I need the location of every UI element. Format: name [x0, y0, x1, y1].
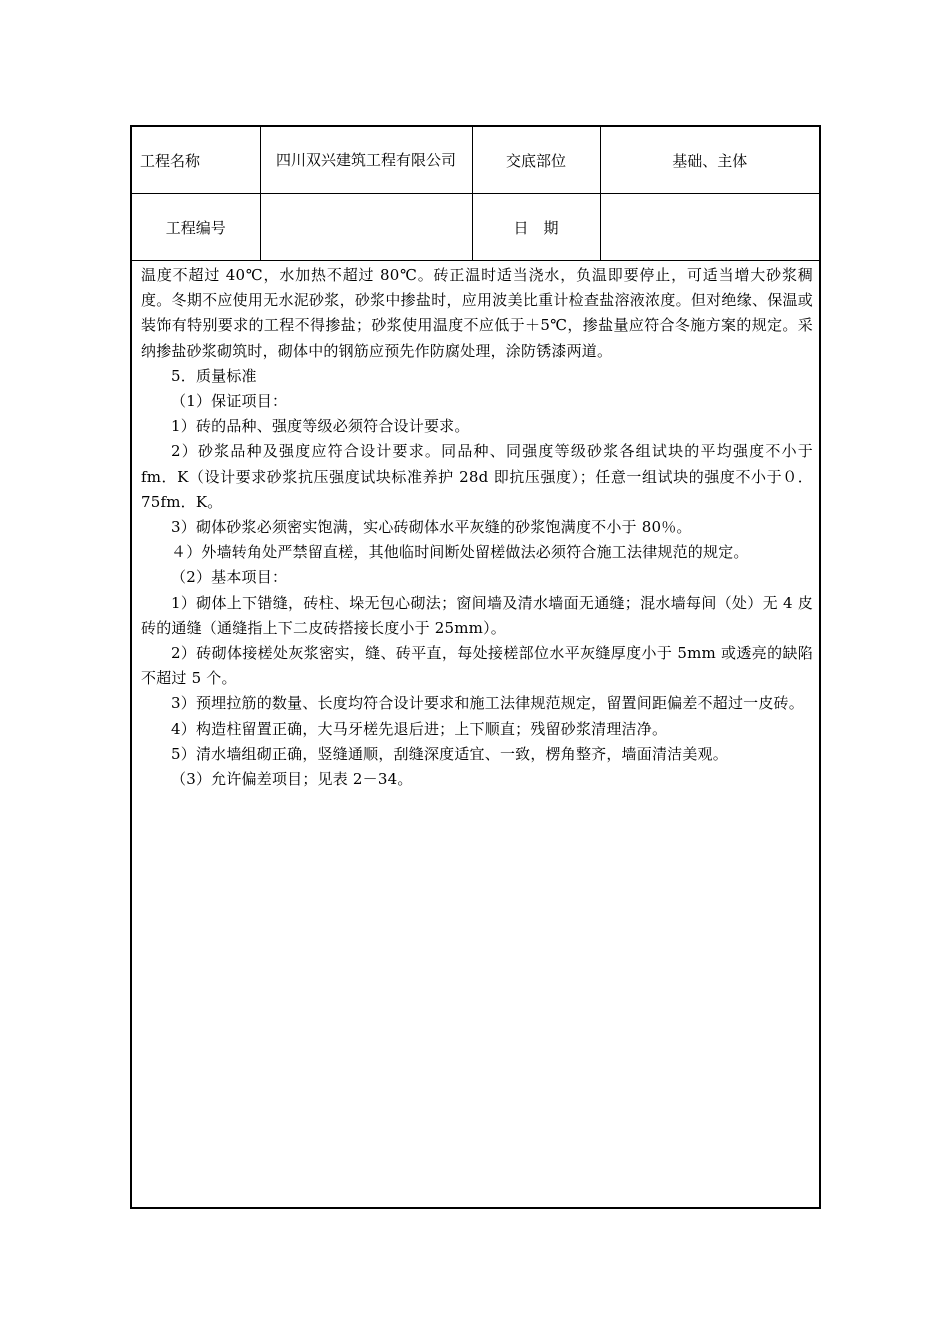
part-label: 交底部位 [472, 127, 600, 194]
list-item: 4）构造柱留置正确，大马牙槎先退后进；上下顺直；残留砂浆清理洁净。 [171, 719, 668, 738]
part-value: 基础、主体 [600, 127, 819, 194]
date-label: 日 期 [472, 194, 600, 261]
header-table [132, 127, 819, 261]
subsection-heading: （2）基本项目： [171, 568, 288, 587]
list-item: 2）砂浆品种及强度应符合设计要求。同品种、同强度等级砂浆各组试块的平均强度不小于 fm．K（设计要求砂浆抗压强度试块标准养护 28d 即抗压强度）；任意一组试块的强度不小于０．75fm．K。 [141, 442, 813, 511]
project-name-label: 工程名称 [132, 127, 260, 194]
list-item: 3）砌体砂浆必须密实饱满，实心砖砌体水平灰缝的砂浆饱满度不小于 80％。 [171, 518, 692, 537]
project-no-value [260, 194, 472, 261]
section-heading: 5．质量标准 [171, 366, 257, 385]
disclosure-content [141, 263, 813, 792]
list-item: 3）预埋拉筋的数量、长度均符合设计要求和施工法律规范规定，留置间距偏差不超过一皮砖。 [171, 694, 804, 713]
list-item: 5）清水墙组砌正确，竖缝通顺，刮缝深度适宜、一致，楞角整齐，墙面清洁美观。 [171, 744, 728, 763]
project-no-label: 工程编号 [132, 194, 260, 261]
paragraph: 温度不超过 40℃，水加热不超过 80℃。砖正温时适当浇水，负温即要停止，可适当增大砂浆稠度。冬期不应使用无水泥砂浆，砂浆中掺盐时，应用波美比重计检查盐溶液浓度。但对绝缘、保温或装饰有特别要求的工程不得掺盐；砂浆使用温度不应低于＋5℃，掺盐量应符合冬施方案的规定。采纳掺盐砂浆砌筑时，砌体中的钢筋应预先作防腐处理，涂防锈漆两道。 [141, 266, 813, 360]
project-name-value: 四川双兴建筑工程有限公司 [260, 127, 472, 194]
date-value [600, 194, 819, 261]
disclosure-form [130, 125, 821, 1209]
subsection-heading: （3）允许偏差项目；见表 2－34。 [171, 770, 413, 789]
list-item: 1）砌体上下错缝，砖柱、垛无包心砌法；窗间墙及清水墙面无通缝；混水墙每间（处）无 4 皮砖的通缝（通缝指上下二皮砖搭接长度小于 25mm）。 [141, 593, 813, 637]
list-item: 2）砖砌体接槎处灰浆密实，缝、砖平直，每处接槎部位水平灰缝厚度小于 5mm 或透亮的缺陷不超过 5 个。 [141, 644, 813, 688]
list-item: 1）砖的品种、强度等级必须符合设计要求。 [171, 417, 470, 436]
subsection-heading: （1）保证项目： [171, 392, 288, 411]
list-item: ４）外墙转角处严禁留直槎，其他临时间断处留槎做法必须符合施工法律规范的规定。 [171, 543, 749, 562]
